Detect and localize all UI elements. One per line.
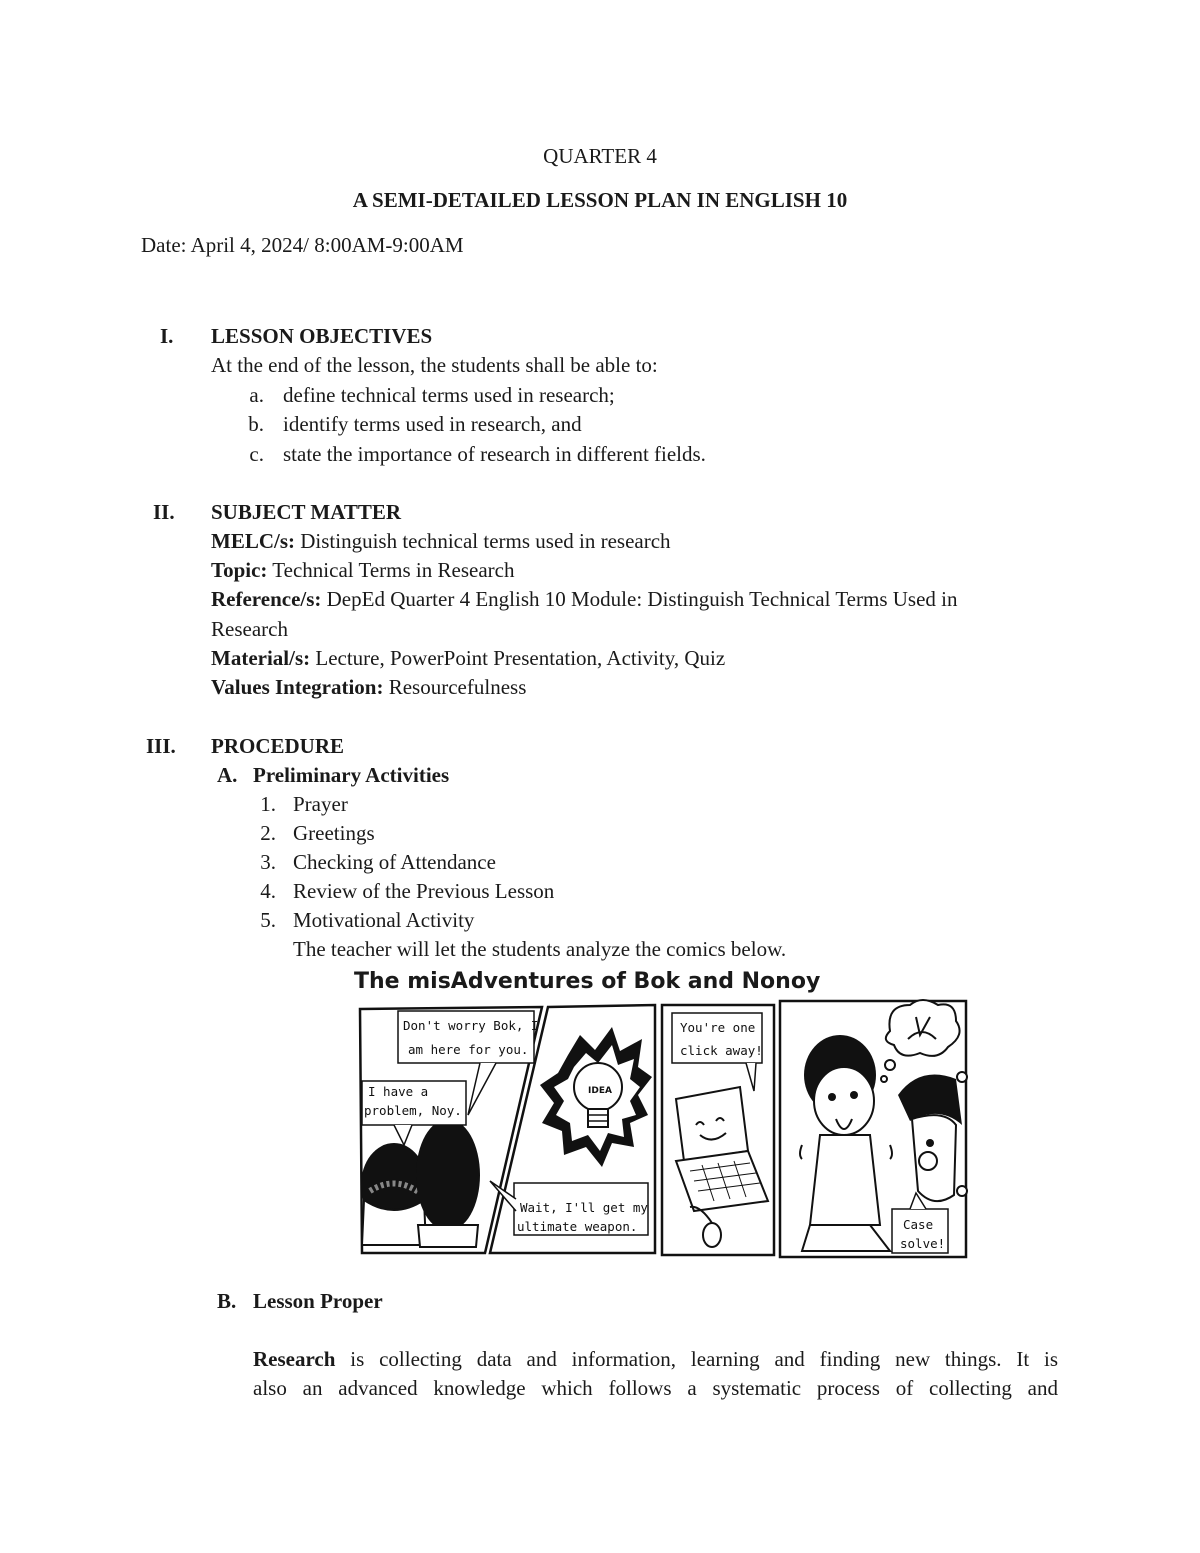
objective-item: identify terms used in research, and — [283, 412, 582, 436]
topic-line — [211, 558, 514, 583]
research-paragraph-line1 — [253, 1347, 1058, 1372]
bubble-text: Case — [903, 1217, 934, 1232]
melc-value: Distinguish technical terms used in research — [300, 529, 671, 553]
bubble-text: ultimate weapon. — [517, 1219, 638, 1234]
research-term: Research — [253, 1347, 336, 1371]
materials-value: Lecture, PowerPoint Presentation, Activity, Quiz — [315, 646, 726, 670]
topic-value: Technical Terms in Research — [272, 558, 515, 582]
date-line: Date: April 4, 2024/ 8:00AM-9:00AM — [141, 233, 464, 257]
bubble-text: Wait, I'll get my — [520, 1200, 648, 1215]
bubble-text: click away! — [680, 1043, 763, 1058]
objectives-intro: At the end of the lesson, the students shall be able to: — [211, 353, 658, 377]
quarter-heading: QUARTER 4 — [543, 144, 657, 168]
reference-line — [211, 587, 958, 612]
materials-line — [211, 646, 725, 671]
reference-label: Reference/s: — [211, 587, 322, 611]
document-title: A SEMI-DETAILED LESSON PLAN IN ENGLISH 10 — [352, 188, 848, 212]
section-numeral-3: III. — [146, 734, 176, 758]
objective-letter: b. — [248, 412, 264, 436]
bulb-label: IDEA — [588, 1086, 612, 1096]
bubble-text: problem, Noy. — [364, 1103, 462, 1118]
topic-label: Topic: — [211, 558, 268, 582]
bubble-text: I have a — [368, 1084, 429, 1099]
values-label: Values Integration: — [211, 675, 384, 699]
step-item: Motivational Activity — [293, 908, 475, 932]
bubble-text: You're one — [680, 1020, 756, 1035]
lesson-proper-heading: Lesson Proper — [253, 1289, 383, 1313]
values-value: Resourcefulness — [388, 675, 527, 699]
bubble-text: am here for you. — [408, 1042, 529, 1057]
bubble-text: solve! — [900, 1236, 946, 1251]
comic-strip — [350, 995, 990, 1265]
values-line — [211, 675, 526, 700]
research-definition: is collecting data and information, learning and finding new things. It is — [350, 1347, 1058, 1371]
step-number: 2. — [260, 821, 276, 845]
subsection-letter-b: B. — [217, 1289, 237, 1313]
melc-line — [211, 529, 671, 554]
subsection-letter-a: A. — [217, 763, 238, 787]
subject-heading: SUBJECT MATTER — [211, 500, 402, 524]
step-item: Review of the Previous Lesson — [293, 879, 555, 903]
step-number: 5. — [260, 908, 276, 932]
reference-continuation: Research — [211, 617, 288, 641]
objective-item: define technical terms used in research; — [283, 383, 615, 407]
materials-label: Material/s: — [211, 646, 311, 670]
melc-label: MELC/s: — [211, 529, 295, 553]
section-numeral-2: II. — [153, 500, 175, 524]
step-number: 3. — [260, 850, 276, 874]
comic-title: The misAdventures of Bok and Nonoy — [354, 969, 821, 994]
procedure-heading: PROCEDURE — [211, 734, 345, 758]
step-number: 4. — [260, 879, 276, 903]
step-item: Checking of Attendance — [293, 850, 496, 874]
objectives-heading: LESSON OBJECTIVES — [211, 324, 433, 348]
objective-letter: a. — [249, 383, 264, 407]
objective-letter: c. — [249, 442, 264, 466]
motivation-note: The teacher will let the students analyze the comics below. — [293, 937, 787, 961]
section-numeral-1: I. — [160, 324, 174, 348]
bubble-text: Don't worry Bok, I — [403, 1018, 539, 1033]
step-item: Greetings — [293, 821, 375, 845]
research-paragraph-line2: also an advanced knowledge which follows a systematic process of collecting and — [253, 1376, 1058, 1400]
preliminary-heading: Preliminary Activities — [253, 763, 450, 787]
step-number: 1. — [260, 792, 276, 816]
reference-value: DepEd Quarter 4 English 10 Module: Distinguish Technical Terms Used in — [326, 587, 958, 611]
step-item: Prayer — [293, 792, 348, 816]
objective-item: state the importance of research in different fields. — [283, 442, 706, 466]
